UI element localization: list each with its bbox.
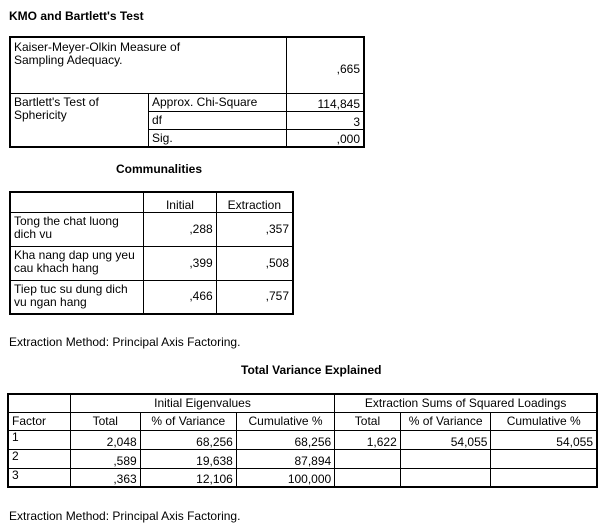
variance-table	[7, 393, 598, 488]
factor-header: Factor	[8, 412, 70, 430]
sub-header: Total	[335, 412, 401, 430]
communality-extraction: ,357	[216, 212, 293, 246]
variance-cell: 54,055	[491, 430, 597, 449]
communality-label: Tiep tuc su dung dich vu ngan hang	[10, 280, 144, 314]
variance-cell: 12,106	[140, 468, 236, 487]
variance-cell	[491, 449, 597, 468]
variance-note: Extraction Method: Principal Axis Factoring.	[9, 509, 241, 523]
variance-cell: 68,256	[140, 430, 236, 449]
factor-cell: 1	[8, 430, 70, 449]
variance-cell	[335, 449, 401, 468]
variance-cell: 54,055	[400, 430, 491, 449]
variance-cell: 68,256	[236, 430, 334, 449]
variance-cell: 19,638	[140, 449, 236, 468]
sub-header: Total	[70, 412, 140, 430]
communality-initial: ,288	[144, 212, 216, 246]
sub-header: Cumulative %	[236, 412, 334, 430]
kmo-value: ,665	[286, 37, 364, 93]
bartlett-row-value: 3	[286, 111, 364, 129]
communality-extraction: ,757	[216, 280, 293, 314]
communalities-corner	[10, 192, 144, 212]
communality-extraction: ,508	[216, 246, 293, 280]
variance-cell: ,363	[70, 468, 140, 487]
variance-cell: 87,894	[236, 449, 334, 468]
kmo-label: Kaiser-Meyer-Olkin Measure of Sampling Adequacy.	[10, 37, 286, 93]
variance-cell	[335, 468, 401, 487]
variance-cell: 1,622	[335, 430, 401, 449]
sub-header: % of Variance	[400, 412, 491, 430]
sub-header: Cumulative %	[491, 412, 597, 430]
kmo-table	[9, 36, 365, 148]
variance-corner	[8, 394, 70, 412]
communalities-table	[9, 191, 294, 315]
bartlett-row-label: df	[148, 111, 286, 129]
communalities-title: Communalities	[116, 162, 203, 176]
factor-cell: 2	[8, 449, 70, 468]
bartlett-row-value: 114,845	[286, 93, 364, 111]
kmo-title: KMO and Bartlett's Test	[9, 9, 144, 23]
variance-cell: 100,000	[236, 468, 334, 487]
communality-label: Kha nang dap ung yeu cau khach hang	[10, 246, 144, 280]
bartlett-label: Bartlett's Test of Sphericity	[10, 93, 148, 147]
col-header-initial: Initial	[144, 192, 216, 212]
variance-cell	[400, 449, 491, 468]
variance-cell	[400, 468, 491, 487]
variance-cell: 2,048	[70, 430, 140, 449]
sub-header: % of Variance	[140, 412, 236, 430]
bartlett-row-value: ,000	[286, 129, 364, 147]
factor-cell: 3	[8, 468, 70, 487]
communalities-note: Extraction Method: Principal Axis Factoring.	[9, 335, 241, 349]
variance-cell	[491, 468, 597, 487]
communality-label: Tong the chat luong dich vu	[10, 212, 144, 246]
variance-title: Total Variance Explained	[241, 363, 382, 377]
communality-initial: ,466	[144, 280, 216, 314]
variance-cell: ,589	[70, 449, 140, 468]
bartlett-row-label: Sig.	[148, 129, 286, 147]
group-header-extraction: Extraction Sums of Squared Loadings	[335, 394, 597, 412]
bartlett-row-label: Approx. Chi-Square	[148, 93, 286, 111]
communality-initial: ,399	[144, 246, 216, 280]
col-header-extraction: Extraction	[216, 192, 293, 212]
group-header-initial: Initial Eigenvalues	[70, 394, 334, 412]
